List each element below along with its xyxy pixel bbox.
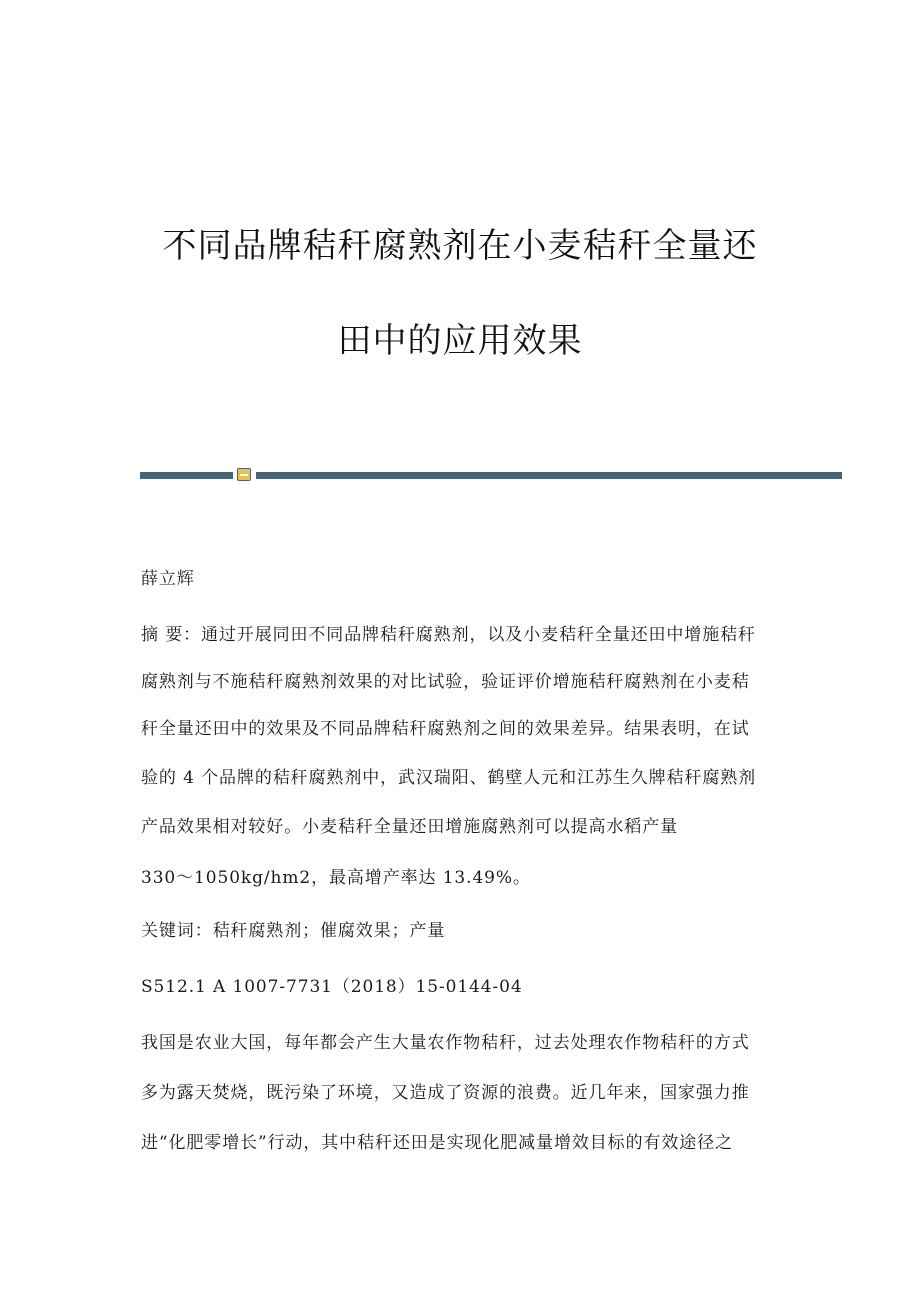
divider-ornament-icon xyxy=(237,468,251,481)
abstract-line: 330～1050kg/hm2，最高增产率达 13.49%。 xyxy=(141,868,531,888)
divider-bar-left xyxy=(140,472,233,479)
abstract-line: 秆全量还田中的效果及不同品牌秸秆腐熟剂之间的效果差异。结果表明，在试 xyxy=(141,719,750,739)
body-paragraph-line: 多为露天焚烧，既污染了环境，又造成了资源的浪费。近几年来，国家强力推 xyxy=(141,1083,750,1103)
body-paragraph-line: 我国是农业大国，每年都会产生大量农作物秸秆，过去处理农作物秸秆的方式 xyxy=(141,1033,750,1053)
abstract-line: 摘 要：通过开展同田不同品牌秸秆腐熟剂，以及小麦秸秆全量还田中增施秸秆 xyxy=(141,625,756,645)
abstract-line: 腐熟剂与不施秸秆腐熟剂效果的对比试验，验证评价增施秸秆腐熟剂在小麦秸 xyxy=(141,672,750,692)
abstract-line: 产品效果相对较好。小麦秸秆全量还田增施腐熟剂可以提高水稻产量 xyxy=(141,817,678,837)
keywords: 关键词：秸秆腐熟剂；催腐效果；产量 xyxy=(141,921,446,941)
title-divider xyxy=(140,468,842,482)
classification-code: S512.1 A 1007-7731（2018）15-0144-04 xyxy=(141,977,523,997)
body-paragraph-line: 进“化肥零增长”行动，其中秸秆还田是实现化肥减量增效目标的有效途径之 xyxy=(141,1133,733,1153)
abstract-line: 验的 4 个品牌的秸秆腐熟剂中，武汉瑞阳、鹤壁人元和江苏生久牌秸秆腐熟剂 xyxy=(141,768,757,788)
document-title-line-2: 田中的应用效果 xyxy=(337,321,583,361)
divider-bar-right xyxy=(256,472,842,479)
author-name: 薛立辉 xyxy=(141,569,195,589)
document-title-line-1: 不同品牌秸秆腐熟剂在小麦秸秆全量还 xyxy=(162,226,758,266)
